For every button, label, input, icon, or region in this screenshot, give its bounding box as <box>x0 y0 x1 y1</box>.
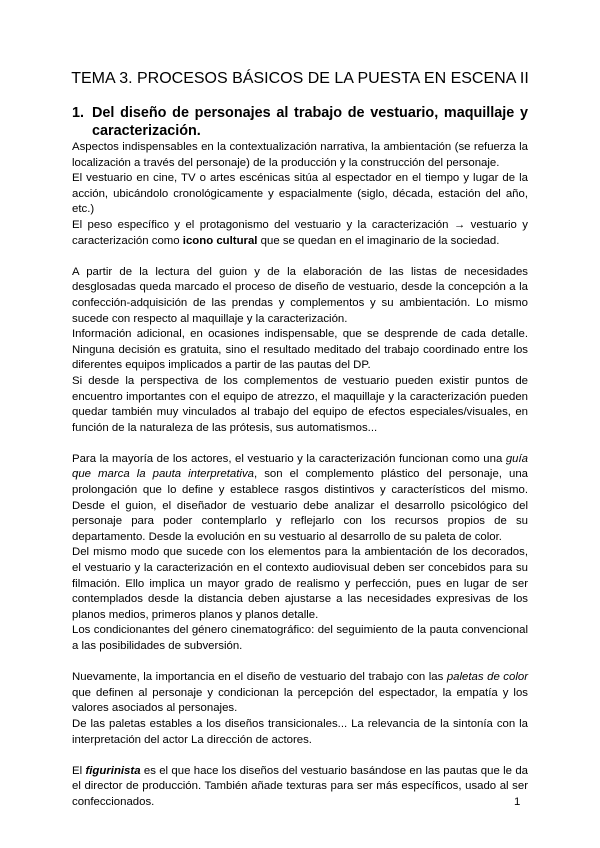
paragraph-intro <box>72 140 528 171</box>
paragraph-informacion-adicional <box>72 327 528 374</box>
text-run: De las paletas estables a los diseños transicionales... La relevancia de la sintonía con la interpretación del actor La dirección de actores. <box>72 717 528 746</box>
text-run: es el que hace los diseños del vestuario basándose en las pautas que le da el director de producción. También añade texturas para ser más específicos, usado al ser confeccionados. <box>72 764 528 808</box>
emphasis-bold-italic: figurinista <box>85 764 141 777</box>
page-number: 1 <box>514 796 521 808</box>
text-run: que se quedan en el imaginario de la sociedad. <box>257 234 500 247</box>
text-run: Nuevamente, la importancia en el diseño de vestuario del trabajo con las <box>72 671 447 684</box>
page-title: TEMA 3. PROCESOS BÁSICOS DE LA PUESTA EN ESCENA II <box>71 70 529 87</box>
section-heading-text: Del diseño de personajes al trabajo de vestuario, maquillaje y caracterización. <box>92 105 528 139</box>
paragraph-transicionales <box>72 717 528 748</box>
paragraph-paletas <box>72 670 528 717</box>
paragraph-complementos <box>72 374 528 436</box>
text-run: Si desde la perspectiva de los complementos de vestuario pueden existir puntos de encuentro importantes con el equipo de atrezzo, el maquillaje y la caracterización pueden quedar también muy vinculados al trabajo del equipo de efectos especiales/visuales, en función de la naturaleza de las prótesis, sus automatismos... <box>72 374 528 434</box>
text-run: Del mismo modo que sucede con los elementos para la ambientación de los decorados, el vestuario y la caracterización en el contexto audiovisual deben ser concebidos para su filmación. Ello implica un mayor grado de realismo y perfección, pues en lugar de ser contemplados desde la distancia deben ajustarse a las necesidades expresivas de los planos medios, primeros planos y planos detalle. <box>72 546 528 621</box>
paragraph-filmacion <box>72 545 528 623</box>
text-run: Los condicionantes del género cinematográfico: del seguimiento de la pauta convencional a las posibilidades de subversión. <box>72 624 528 652</box>
text-run: , son el complemento plástico del personaje, una prolongación que lo define y establece rasgos distintivos y característicos del mismo. Desde el guion, el diseñador de vestuario debe analizar el desarrollo psicológico del personaje para poder contemplarlo y reflejarlo con los recursos propios de su departamento. Desde la evolución en su vestuario al desarrollo de su paleta de color. <box>72 468 529 543</box>
text-run: El peso específico y el protagonismo del vestuario y la caracterización → vestuario y caracterización como <box>72 218 528 247</box>
section-heading <box>72 104 528 140</box>
section-number: 1. <box>72 105 85 121</box>
text-run: Para la mayoría de los actores, el vestuario y la caracterización funcionan como una <box>72 452 506 465</box>
emphasis-bold: icono cultural <box>182 234 258 247</box>
text-run: A partir de la lectura del guion y de la elaboración de las listas de necesidades desglosadas queda marcado el proceso de diseño de vestuario, desde la concepción a la confección-adquisición de las prendas y complementos y su ambientación. Lo mismo sucede con respecto al maquillaje y la caracterización. <box>72 265 528 325</box>
paragraph-vestuario-cine <box>72 171 528 218</box>
emphasis-italic: paletas de color <box>446 671 528 684</box>
paragraph-lectura-guion <box>72 265 528 327</box>
paragraph-genero <box>72 623 528 654</box>
emphasis-italic: guía que marca la pauta interpretativa <box>72 452 528 481</box>
text-run: que definen al personaje y condicionan la percepción del espectador, la empatía y los valores asociados al personajes. <box>72 686 528 715</box>
paragraph-figurinista <box>72 764 528 811</box>
text-run: El vestuario en cine, TV o artes escénicas sitúa al espectador en el tiempo y lugar de la acción, ubicándolo cronológicamente y espacialmente (siglo, década, estación del año, etc.) <box>72 172 528 216</box>
text-run: El <box>72 764 86 777</box>
paragraph-actores <box>72 452 528 546</box>
text-run: Información adicional, en ocasiones indispensable, que se desprende de cada detalle. Ninguna decisión es gratuita, sino el resultado meditado del trabajo coordinado entre los diferentes equipos implicados a partir de las pautas del DP. <box>72 328 528 372</box>
text-run: Aspectos indispensables en la contextualización narrativa, la ambientación (se refuerza la localización a través del personaje) de la producción y la construcción del personaje. <box>72 141 528 169</box>
document-body <box>72 140 528 811</box>
paragraph-peso-especifico <box>72 218 528 249</box>
